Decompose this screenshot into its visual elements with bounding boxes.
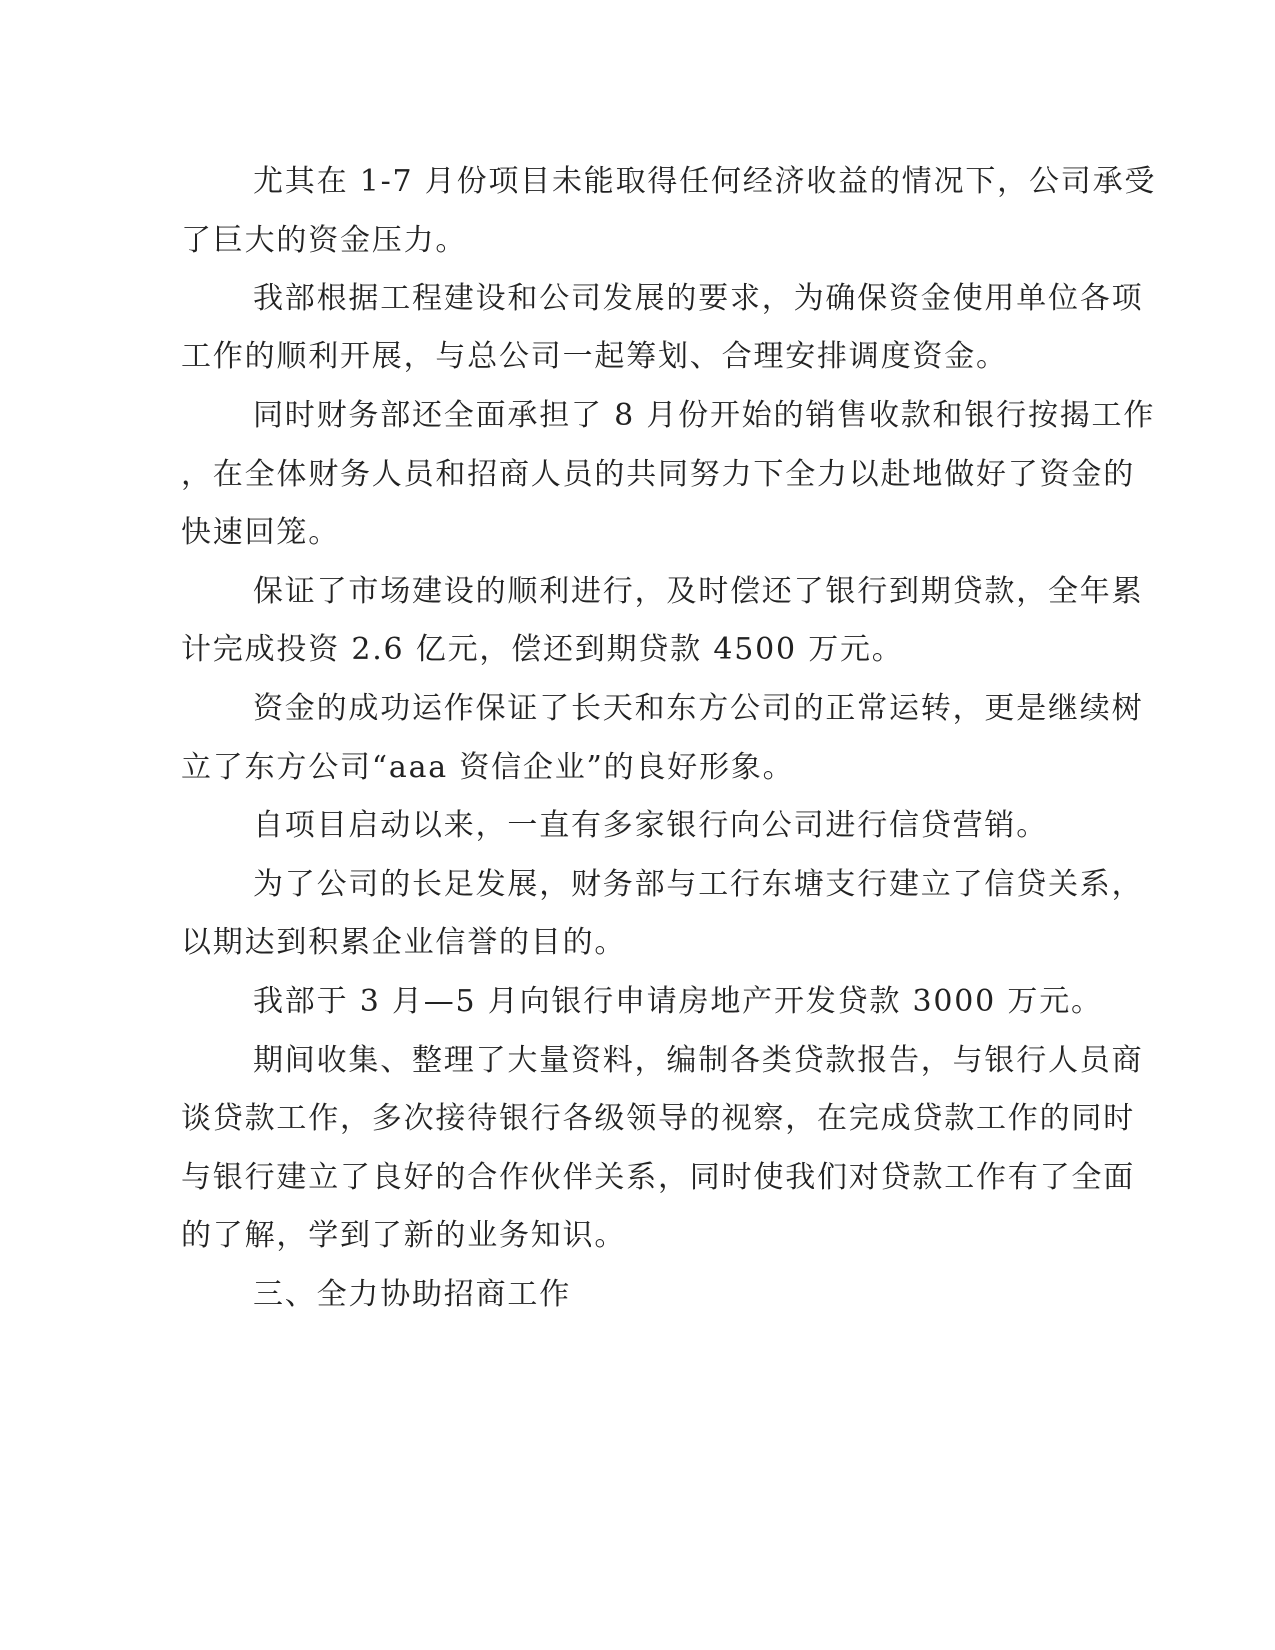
paragraph-2-line-2: 工作的顺利开展，与总公司一起筹划、合理安排调度资金。	[181, 339, 1008, 374]
paragraph-5-line-2: 立了东方公司“aaa 资信企业”的良好形象。	[181, 750, 795, 785]
paragraph-7-line-2: 以期达到积累企业信誉的目的。	[181, 925, 627, 960]
paragraph-9-line-3: 与银行建立了良好的合作伙伴关系，同时使我们对贷款工作有了全面	[181, 1160, 1135, 1195]
paragraph-3-line-2: ，在全体财务人员和招商人员的共同努力下全力以赴地做好了资金的	[181, 457, 1135, 492]
paragraph-6-line-1: 自项目启动以来，一直有多家银行向公司进行信贷营销。	[253, 808, 1048, 843]
paragraph-1-line-1: 尤其在 1-7 月份项目未能取得任何经济收益的情况下，公司承受	[253, 164, 1157, 199]
paragraph-4-line-1: 保证了市场建设的顺利进行，及时偿还了银行到期贷款，全年累	[253, 574, 1144, 609]
paragraph-2-line-1: 我部根据工程建设和公司发展的要求，为确保资金使用单位各项	[253, 281, 1144, 316]
paragraph-9-line-1: 期间收集、整理了大量资料，编制各类贷款报告，与银行人员商	[253, 1043, 1144, 1078]
paragraph-9-line-2: 谈贷款工作，多次接待银行各级领导的视察，在完成贷款工作的同时	[181, 1101, 1135, 1136]
section-heading: 三、全力协助招商工作	[253, 1277, 571, 1312]
paragraph-3-line-3: 快速回笼。	[181, 515, 340, 550]
paragraph-3-line-1: 同时财务部还全面承担了 8 月份开始的销售收款和银行按揭工作	[253, 398, 1156, 433]
paragraph-5-line-1: 资金的成功运作保证了长天和东方公司的正常运转，更是继续树	[253, 691, 1144, 726]
paragraph-1-line-2: 了巨大的资金压力。	[181, 223, 468, 258]
paragraph-7-line-1: 为了公司的长足发展，财务部与工行东塘支行建立了信贷关系，	[253, 867, 1144, 902]
paragraph-8-line-1: 我部于 3 月—5 月向银行申请房地产开发贷款 3000 万元。	[253, 984, 1103, 1019]
paragraph-4-line-2: 计完成投资 2.6 亿元，偿还到期贷款 4500 万元。	[181, 632, 904, 667]
paragraph-9-line-4: 的了解，学到了新的业务知识。	[181, 1218, 627, 1253]
